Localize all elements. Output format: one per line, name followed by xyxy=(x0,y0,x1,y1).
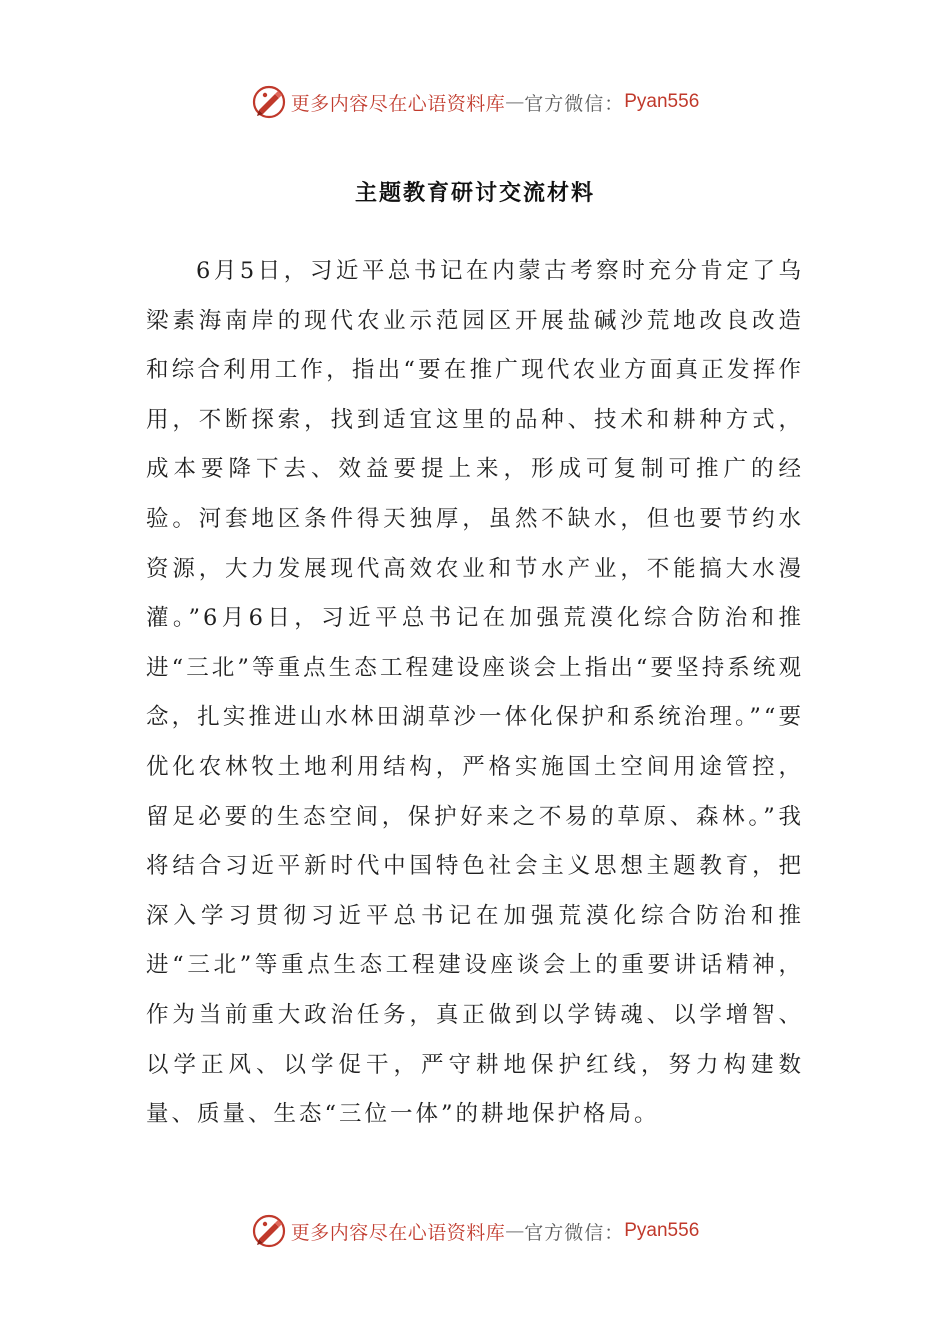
banner-dash: — xyxy=(505,1220,525,1242)
banner-wechat-label: 官方微信： xyxy=(524,1221,625,1244)
pen-circle-logo-icon xyxy=(251,84,287,120)
banner-wechat-label: 官方微信： xyxy=(524,92,625,115)
document-paragraph: 6月5日，习近平总书记在内蒙古考察时充分肯定了乌梁素海南岸的现代农业示范园区开展盐碱沙荒地改良改造和综合利用工作，指出“要在推广现代农业方面真正发挥作用，不断探索，找到适宜这里的品种、技术和耕种方式，成本要降下去、效益要提上来，形成可复制可推广的经验。河套地区条件得天独厚，虽然不缺水，但也要节约水资源，大力发展现代高效农业和节水产业，不能搞大水漫灌。”6月6日，习近平总书记在加强荒漠化综合防治和推进“三北”等重点生态工程建设座谈会上指出“要坚持系统观念，扎实推进山水林田湖草沙一体化保护和系统治理。”“要优化农林牧土地利用结构，严格实施国土空间用途管控，留足必要的生态空间，保护好来之不易的草原、森林。”我将结合习近平新时代中国特色社会主义思想主题教育，把深入学习贯彻习近平总书记在加强荒漠化综合防治和推进“三北”等重点生态工程建设座谈会上的重要讲话精神，作为当前重大政治任务，真正做到以学铸魂、以学增智、以学正风、以学促干，严守耕地保护红线，努力构建数量、质量、生态“三位一体”的耕地保护格局。 xyxy=(146,258,804,1128)
banner-wechat-id: Pyan556 xyxy=(624,91,700,112)
pen-circle-logo-icon xyxy=(251,1213,287,1249)
document-title: 主题教育研讨交流材料 xyxy=(354,180,595,206)
banner-promo-text: 更多内容尽在心语资料库 xyxy=(290,1221,506,1244)
header-banner xyxy=(0,82,950,122)
banner-dash: — xyxy=(505,91,525,113)
banner-promo-text: 更多内容尽在心语资料库 xyxy=(290,92,506,115)
footer-banner xyxy=(0,1211,950,1251)
banner-wechat-id: Pyan556 xyxy=(624,1220,700,1241)
